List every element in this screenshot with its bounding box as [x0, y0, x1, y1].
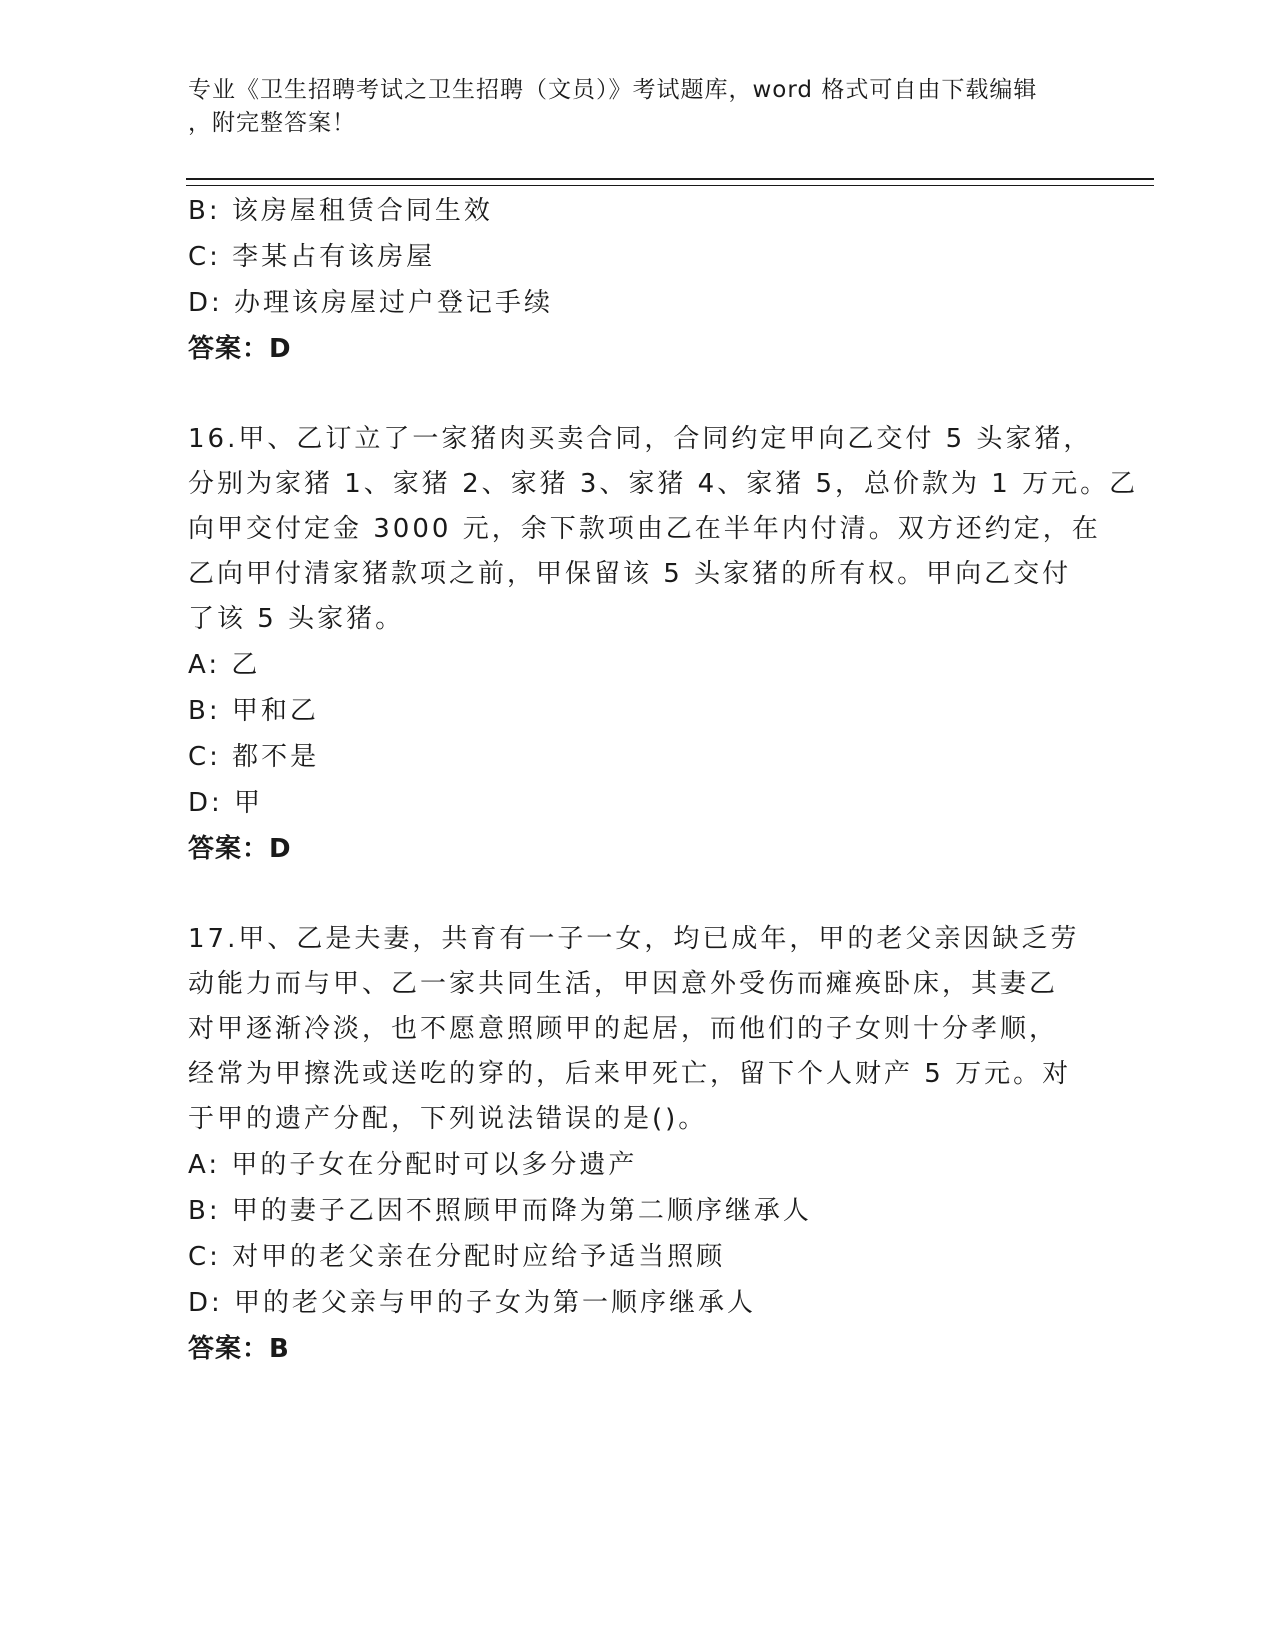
answer: 答案：D: [188, 334, 292, 364]
option-c: C: 对甲的老父亲在分配时应给予适当照顾: [188, 1242, 726, 1272]
option-d: D: 甲的老父亲与甲的子女为第一顺序继承人: [188, 1288, 757, 1318]
option-a: A: 乙: [188, 650, 261, 680]
question-stem-line: 分别为家猪 1、家猪 2、家猪 3、家猪 4、家猪 5，总价款为 1 万元。乙: [188, 469, 1139, 499]
question-stem-line: 乙向甲付清家猪款项之前，甲保留该 5 头家猪的所有权。甲向乙交付: [188, 559, 1072, 589]
question-stem-line: 17.甲、乙是夫妻，共育有一子一女，均已成年，甲的老父亲因缺乏劳: [188, 924, 1080, 954]
header-line-2: ，附完整答案！: [188, 110, 356, 136]
page-header: [188, 74, 1088, 140]
option-d: D: 办理该房屋过户登记手续: [188, 288, 554, 318]
option-b: B: 甲的妻子乙因不照顾甲而降为第二顺序继承人: [188, 1196, 812, 1226]
question-stem-line: 向甲交付定金 3000 元，余下款项由乙在半年内付清。双方还约定，在: [188, 514, 1101, 544]
question-stem-line: 对甲逐渐冷淡，也不愿意照顾甲的起居，而他们的子女则十分孝顺，: [188, 1014, 1059, 1044]
question-stem-line: 16.甲、乙订立了一家猪肉买卖合同，合同约定甲向乙交付 5 头家猪，: [188, 424, 1093, 454]
option-d: D: 甲: [188, 788, 264, 818]
option-c: C: 都不是: [188, 742, 320, 772]
question-17: [188, 917, 1088, 1372]
question-16: [188, 417, 1139, 872]
question-stem-line: 了该 5 头家猪。: [188, 604, 405, 634]
question-stem-line: 经常为甲擦洗或送吃的穿的，后来甲死亡，留下个人财产 5 万元。对: [188, 1059, 1072, 1089]
option-b: B: 甲和乙: [188, 696, 319, 726]
question-stem-line: 于甲的遗产分配，下列说法错误的是()。: [188, 1104, 708, 1134]
question-15-continued: [188, 188, 1088, 372]
option-b: B: 该房屋租赁合同生效: [188, 196, 493, 226]
header-line-1: 专业《卫生招聘考试之卫生招聘（文员）》考试题库，word 格式可自由下载编辑: [188, 77, 1038, 103]
question-list: [188, 188, 1139, 1372]
header-divider: [186, 178, 1154, 186]
question-stem-line: 动能力而与甲、乙一家共同生活，甲因意外受伤而瘫痪卧床，其妻乙: [188, 969, 1059, 999]
option-a: A: 甲的子女在分配时可以多分遗产: [188, 1150, 638, 1180]
option-c: C: 李某占有该房屋: [188, 242, 436, 272]
answer: 答案：D: [188, 834, 292, 864]
answer: 答案：B: [188, 1334, 290, 1364]
